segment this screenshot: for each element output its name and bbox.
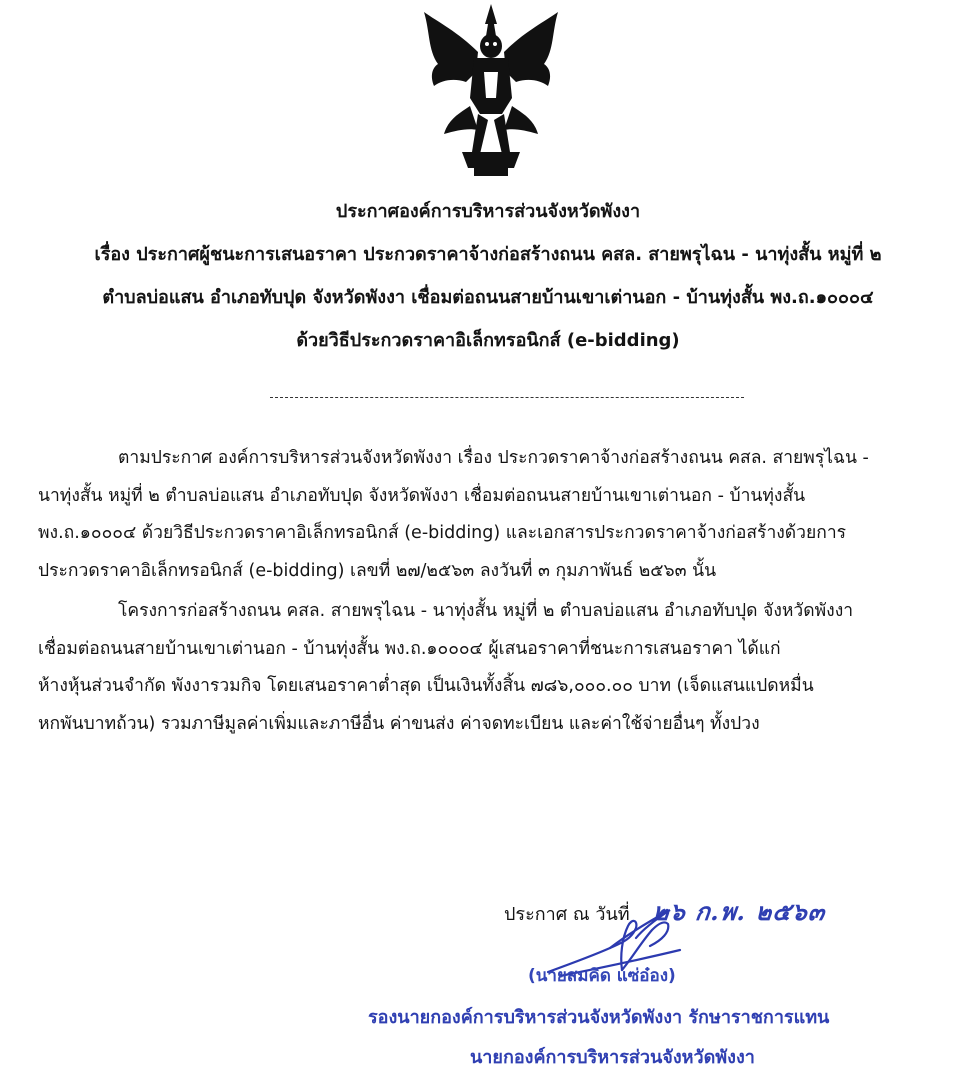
subject-line-1: เรื่อง ประกาศผู้ชนะการเสนอราคา ประกวดราคาจ้างก่อสร้างถนน คสล. สายพรุไฉน - นาทุ่งสั้น หมู่ที่ ๒ [94, 244, 882, 265]
handwritten-signature [540, 898, 700, 1008]
subject-line-3: ด้วยวิธีประกวดราคาอิเล็กทรอนิกส์ (e-bidding) [296, 330, 680, 351]
signer-position-line1: รองนายกองค์การบริหารส่วนจังหวัดพังงา รักษาราชการแทน [368, 1007, 830, 1028]
signer-name: (นายสมคิด แซ่อ๋อง) [528, 966, 676, 986]
paragraph1-line4: ประกวดราคาอิเล็กทรอนิกส์ (e-bidding) เลขที่ ๒๗/๒๕๖๓ ลงวันที่ ๓ กุมภาพันธ์ ๒๕๖๓ นั้น [38, 560, 717, 581]
paragraph1-line3: พง.ถ.๑๐๐๐๔ ด้วยวิธีประกวดราคาอิเล็กทรอนิกส์ (e-bidding) และเอกสารประกวดราคาจ้างก่อสร้างด้วยการ [38, 523, 847, 543]
paragraph1-line1: ตามประกาศ องค์การบริหารส่วนจังหวัดพังงา เรื่อง ประกวดราคาจ้างก่อสร้างถนน คสล. สายพรุไฉน - [118, 448, 869, 468]
document-header [0, 190, 976, 362]
paragraph1-line2: นาทุ่งสั้น หมู่ที่ ๒ ตำบลบ่อแสน อำเภอทับปุด จังหวัดพังงา เชื่อมต่อถนนสายบ้านเขาเต่านอก - บ้านทุ่งสั้น [38, 485, 806, 506]
paragraph2-line4: หกพันบาทถ้วน) รวมภาษีมูลค่าเพิ่มและภาษีอื่น ค่าขนส่ง ค่าจดทะเบียน และค่าใช้จ่ายอื่นๆ ทั้งปวง [38, 713, 760, 734]
document-body [38, 440, 974, 743]
announcement-title: ประกาศองค์การบริหารส่วนจังหวัดพังงา [335, 201, 641, 222]
separator-rule [270, 397, 744, 398]
paragraph2-line3: ห้างหุ้นส่วนจำกัด พังงารวมกิจ โดยเสนอราคาต่ำสุด เป็นเงินทั้งสิ้น ๗๘๖,๐๐๐.๐๐ บาท (เจ็ดแสนแปดหมื่น [38, 676, 814, 696]
paragraph2-line1: โครงการก่อสร้างถนน คสล. สายพรุไฉน - นาทุ่งสั้น หมู่ที่ ๒ ตำบลบ่อแสน อำเภอทับปุด จังหวัดพังงา [118, 601, 854, 621]
date-label: ประกาศ ณ วันที่ [504, 904, 630, 925]
paragraph2-line2: เชื่อมต่อถนนสายบ้านเขาเต่านอก - บ้านทุ่งสั้น พง.ถ.๑๐๐๐๔ ผู้เสนอราคาที่ชนะการเสนอราคา ได้แก่ [38, 638, 781, 659]
garuda-emblem-icon [418, 2, 564, 178]
signer-position-line2: นายกองค์การบริหารส่วนจังหวัดพังงา [470, 1047, 755, 1068]
handwritten-date: ๒๖ ก.พ. ๒๕๖๓ [651, 897, 828, 926]
subject-line-2: ตำบลบ่อแสน อำเภอทับปุด จังหวัดพังงา เชื่อมต่อถนนสายบ้านเขาเต่านอก - บ้านทุ่งสั้น พง.ถ.๑๐๐๐๔ [102, 287, 874, 308]
